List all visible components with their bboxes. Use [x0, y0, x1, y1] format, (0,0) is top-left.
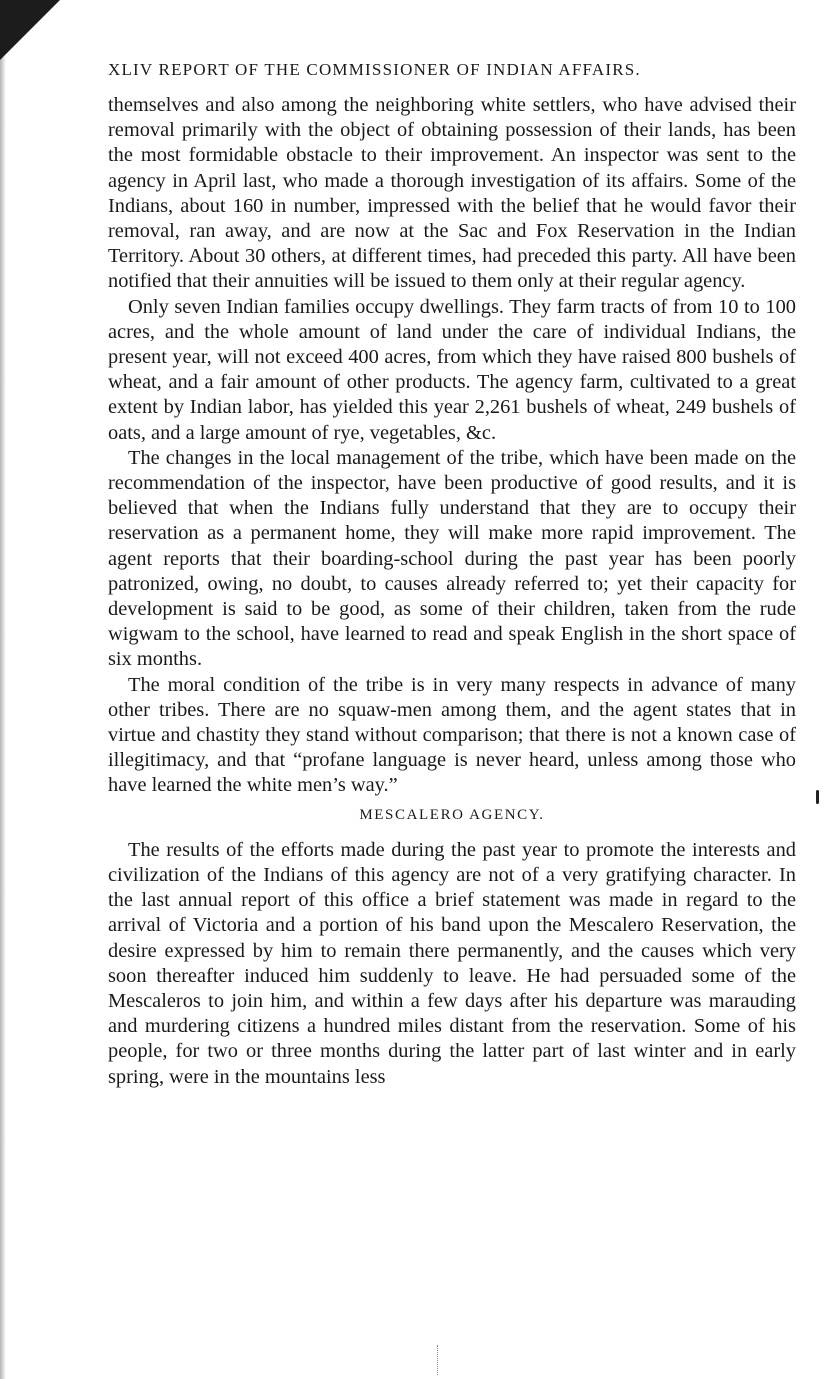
paragraph-continued: themselves and also among the neighboring white settlers, who have advised their removal primarily with the object of obtaining possession of their lands, has been the most formidable obstacle to their improvement. An inspector was sent to the agency in April last, who made a thorough investigation of its affairs. Some of the Indians, about 160 in number, impressed with the belief that he would favor their removal, ran away, and are now at the Sac and Fox Reservation in the Indian Territory. About 30 others, at different times, had preceded this party. All have been notified that their annuities will be issued to them only at their regular agency. — [108, 94, 796, 293]
paragraph-management: The changes in the local management of the tribe, which have been made on the recommendation of the inspector, have been productive of good results, and it is believed that when the Indians fully understand that they are to occupy their reservation as a permanent home, they will make more rapid improvement. The agent reports that their boarding-school during the past year has been poorly patronized, owing, no doubt, to causes already referred to; yet their capacity for development is said to be good, as some of their children, taken from the rude wigwam to the school, have learned to read and speak English in the short space of six months. — [108, 446, 796, 671]
section-heading-mescalero: MESCALERO AGENCY. — [359, 806, 545, 823]
gutter-fold-mark — [437, 1345, 439, 1375]
document-page — [108, 60, 796, 1090]
paragraph-mescalero-results: The results of the efforts made during the past year to promote the interests and civilization of the Indians of this agency are not of a very gratifying character. In the last annual report of this office a brief statement was made in regard to the arrival of Victoria and a portion of his band upon the Mescalero Reservation, the desire expressed by him to remain there permanently, and the causes which very soon thereafter induced him suddenly to leave. He had persuaded some of the Mescaleros to join him, and within a few days after his departure was marauding and murdering citizens a hundred miles distant from the reservation. Some of his people, for two or three months during the latter part of last winter and in early spring, were in the mountains less — [108, 838, 796, 1088]
running-head: XLIV REPORT OF THE COMMISSIONER OF INDIAN AFFAIRS. — [108, 60, 641, 79]
margin-ink-mark — [816, 790, 819, 804]
paragraph-moral-condition: The moral condition of the tribe is in very many respects in advance of many other tribes. There are no squaw-men among them, and the agent states that in virtue and chastity they stand without comparison; that there is not a known case of illegitimacy, and that “profane language is never heard, unless among those who have learned the white men’s way.” — [108, 673, 796, 797]
scan-corner-fold — [0, 0, 60, 60]
paragraph-farming: Only seven Indian families occupy dwellings. They farm tracts of from 10 to 100 acres, and the whole amount of land under the care of individual Indians, the present year, will not exceed 400 acres, from which they have raised 800 bushels of wheat, and a fair amount of other products. The agency farm, cultivated to a great extent by Indian labor, has yielded this year 2,261 bushels of wheat, 249 bushels of oats, and a large amount of rye, vegetables, &c. — [108, 295, 796, 444]
scan-shadow-edge — [0, 0, 6, 1379]
